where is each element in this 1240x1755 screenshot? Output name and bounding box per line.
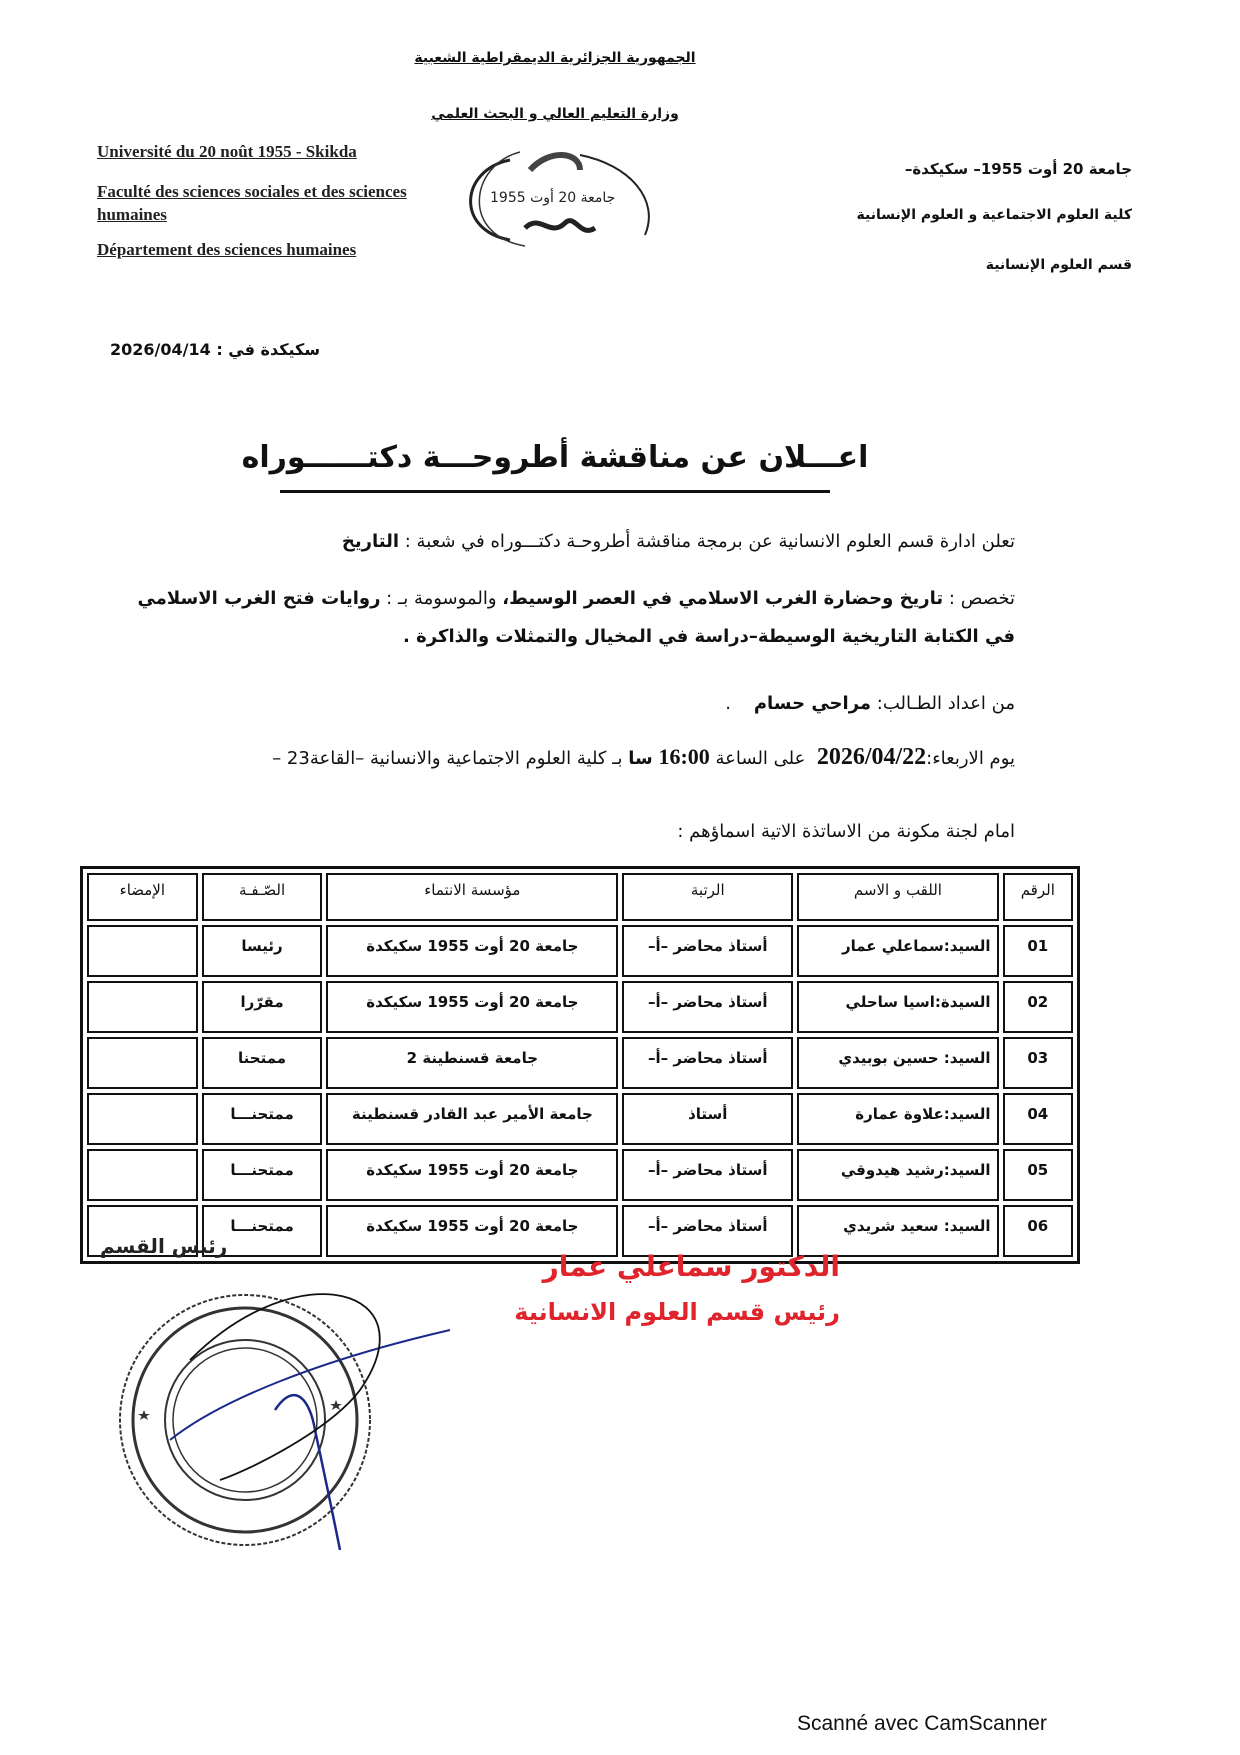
- header-name: اللقب و الاسم: [797, 873, 998, 921]
- table-header-row: [87, 873, 1073, 921]
- cell-institution: جامعة قسنطينة 2: [326, 1037, 618, 1089]
- cell-signature: [87, 1093, 198, 1145]
- cell-rank: أستاذ محاضر –أ–: [622, 1205, 793, 1257]
- ministry-heading: وزارة التعليم العالي و البحث العلمي: [431, 106, 679, 122]
- logo-icon: [440, 140, 670, 250]
- cell-name: السيدة:اسيا ساحلي: [797, 981, 998, 1033]
- stamp-icon: [100, 1270, 460, 1550]
- title-underline: [280, 490, 830, 493]
- cell-name: السيد: حسين بوبيدي: [797, 1037, 998, 1089]
- table-row: [87, 1149, 1073, 1201]
- student-name: مراحي حسام: [753, 693, 872, 714]
- logo-text: جامعة 20 أوت 1955: [490, 190, 616, 206]
- jury-intro: امام لجنة مكونة من الاساتذة الاتية اسماؤهم :: [677, 821, 1015, 842]
- cell-signature: [87, 925, 198, 977]
- cell-rank: أستاذ محاضر –أ–: [622, 1037, 793, 1089]
- cell-name: السيد:رشيد هيدوقي: [797, 1149, 998, 1201]
- cell-name: السيد: سعيد شريدي: [797, 1205, 998, 1257]
- date-line: سكيكدة في : 2026/04/14: [110, 340, 321, 359]
- cell-role: ممتحنـــا: [202, 1093, 323, 1145]
- fr-university: Université du 20 noût 1955 - Skikda: [97, 142, 357, 161]
- student-line: من اعداد الطـالب: مراحي حسام .: [725, 693, 1015, 714]
- schedule-line: [110, 738, 1015, 778]
- thesis-title: روايات فتح الغرب الاسلامي في الكتابة التاريخية الوسيطة–دراسة في المخيال والتمثلات والذاكرة .: [137, 588, 1015, 647]
- cell-num: 06: [1003, 1205, 1073, 1257]
- day-label: يوم الاربعاء:: [926, 748, 1015, 769]
- specialty-label: تخصص :: [948, 588, 1015, 609]
- cell-institution: جامعة 20 أوت 1955 سكيكدة: [326, 981, 618, 1033]
- cell-role: ممتحنـــا: [202, 1205, 323, 1257]
- ar-university: جامعة 20 أوت 1955– سكيكدة–: [904, 160, 1132, 178]
- defense-date: 2026/04/22: [816, 744, 927, 770]
- cell-num: 03: [1003, 1037, 1073, 1089]
- signatory-name: الدكتور سماعلي عمار: [542, 1250, 840, 1283]
- table-row: [87, 925, 1073, 977]
- republic-heading: الجمهورية الجزائرية الديمقراطية الشعبية: [414, 50, 696, 66]
- official-stamp: [100, 1270, 460, 1550]
- branch-text: التاريخ: [341, 531, 400, 552]
- cell-num: 04: [1003, 1093, 1073, 1145]
- intro-paragraph: [110, 528, 1015, 557]
- specialty-value: تاريخ وحضارة الغرب الاسلامي في العصر الوسيط،: [502, 588, 944, 609]
- fr-faculty: Faculté des sciences sociales et des sciences humaines: [97, 182, 407, 224]
- table-row: [87, 981, 1073, 1033]
- cell-signature: [87, 981, 198, 1033]
- cell-role: مقرّرا: [202, 981, 323, 1033]
- cell-institution: جامعة الأمير عبد القادر قسنطينة: [326, 1093, 618, 1145]
- ar-department: قسم العلوم الإنسانية: [985, 257, 1132, 273]
- jury-table-wrapper: [80, 866, 1080, 1264]
- handwritten-note: رئيس القسم: [100, 1234, 228, 1258]
- table-row: [87, 1093, 1073, 1145]
- page-title: اعـــلان عن مناقشة أطروحـــة دكتــــــوراه: [241, 440, 869, 475]
- time-unit: سا: [628, 748, 653, 769]
- cell-num: 01: [1003, 925, 1073, 977]
- cell-signature: [87, 1037, 198, 1089]
- cell-role: ممتحنا: [202, 1037, 323, 1089]
- scanner-watermark: Scanné avec CamScanner: [797, 1712, 1047, 1735]
- header-signature: الإمضاء: [87, 873, 198, 921]
- cell-role: رئيسا: [202, 925, 323, 977]
- fr-department: Département des sciences humaines: [97, 240, 357, 259]
- cell-num: 05: [1003, 1149, 1073, 1201]
- cell-institution: جامعة 20 أوت 1955 سكيكدة: [326, 1205, 618, 1257]
- jury-table: [80, 866, 1080, 1264]
- cell-name: السيد:سماعلي عمار: [797, 925, 998, 977]
- header-institution: مؤسسة الانتماء: [326, 873, 618, 921]
- intro-text: تعلن ادارة قسم العلوم الانسانية عن برمجة مناقشة أطروحـة دكتـــوراه في شعبة :: [404, 531, 1015, 552]
- ar-faculty: كلية العلوم الاجتماعية و العلوم الإنسانية: [856, 207, 1132, 223]
- cell-signature: [87, 1149, 198, 1201]
- defense-time: 16:00: [658, 744, 710, 769]
- student-label: من اعداد الطـالب:: [876, 693, 1015, 714]
- time-label: على الساعة: [715, 748, 806, 769]
- header-rank: الرتبة: [622, 873, 793, 921]
- specialty-paragraph: [110, 580, 1015, 656]
- cell-institution: جامعة 20 أوت 1955 سكيكدة: [326, 925, 618, 977]
- table-row: [87, 1037, 1073, 1089]
- cell-num: 02: [1003, 981, 1073, 1033]
- university-logo: [440, 140, 670, 250]
- venue: بـ كلية العلوم الاجتماعية والانسانية –القاعة23 –: [272, 748, 623, 769]
- header-num: الرقم: [1003, 873, 1073, 921]
- cell-institution: جامعة 20 أوت 1955 سكيكدة: [326, 1149, 618, 1201]
- cell-rank: أستاذ: [622, 1093, 793, 1145]
- cell-role: ممتحنـــا: [202, 1149, 323, 1201]
- signatory-title: رئيس قسم العلوم الانسانية: [514, 1298, 840, 1326]
- header-role: الصّـفـة: [202, 873, 323, 921]
- titled-label: والموسومة بـ :: [386, 588, 497, 609]
- cell-rank: أستاذ محاضر –أ–: [622, 925, 793, 977]
- cell-rank: أستاذ محاضر –أ–: [622, 981, 793, 1033]
- cell-rank: أستاذ محاضر –أ–: [622, 1149, 793, 1201]
- cell-name: السيد:علاوة عمارة: [797, 1093, 998, 1145]
